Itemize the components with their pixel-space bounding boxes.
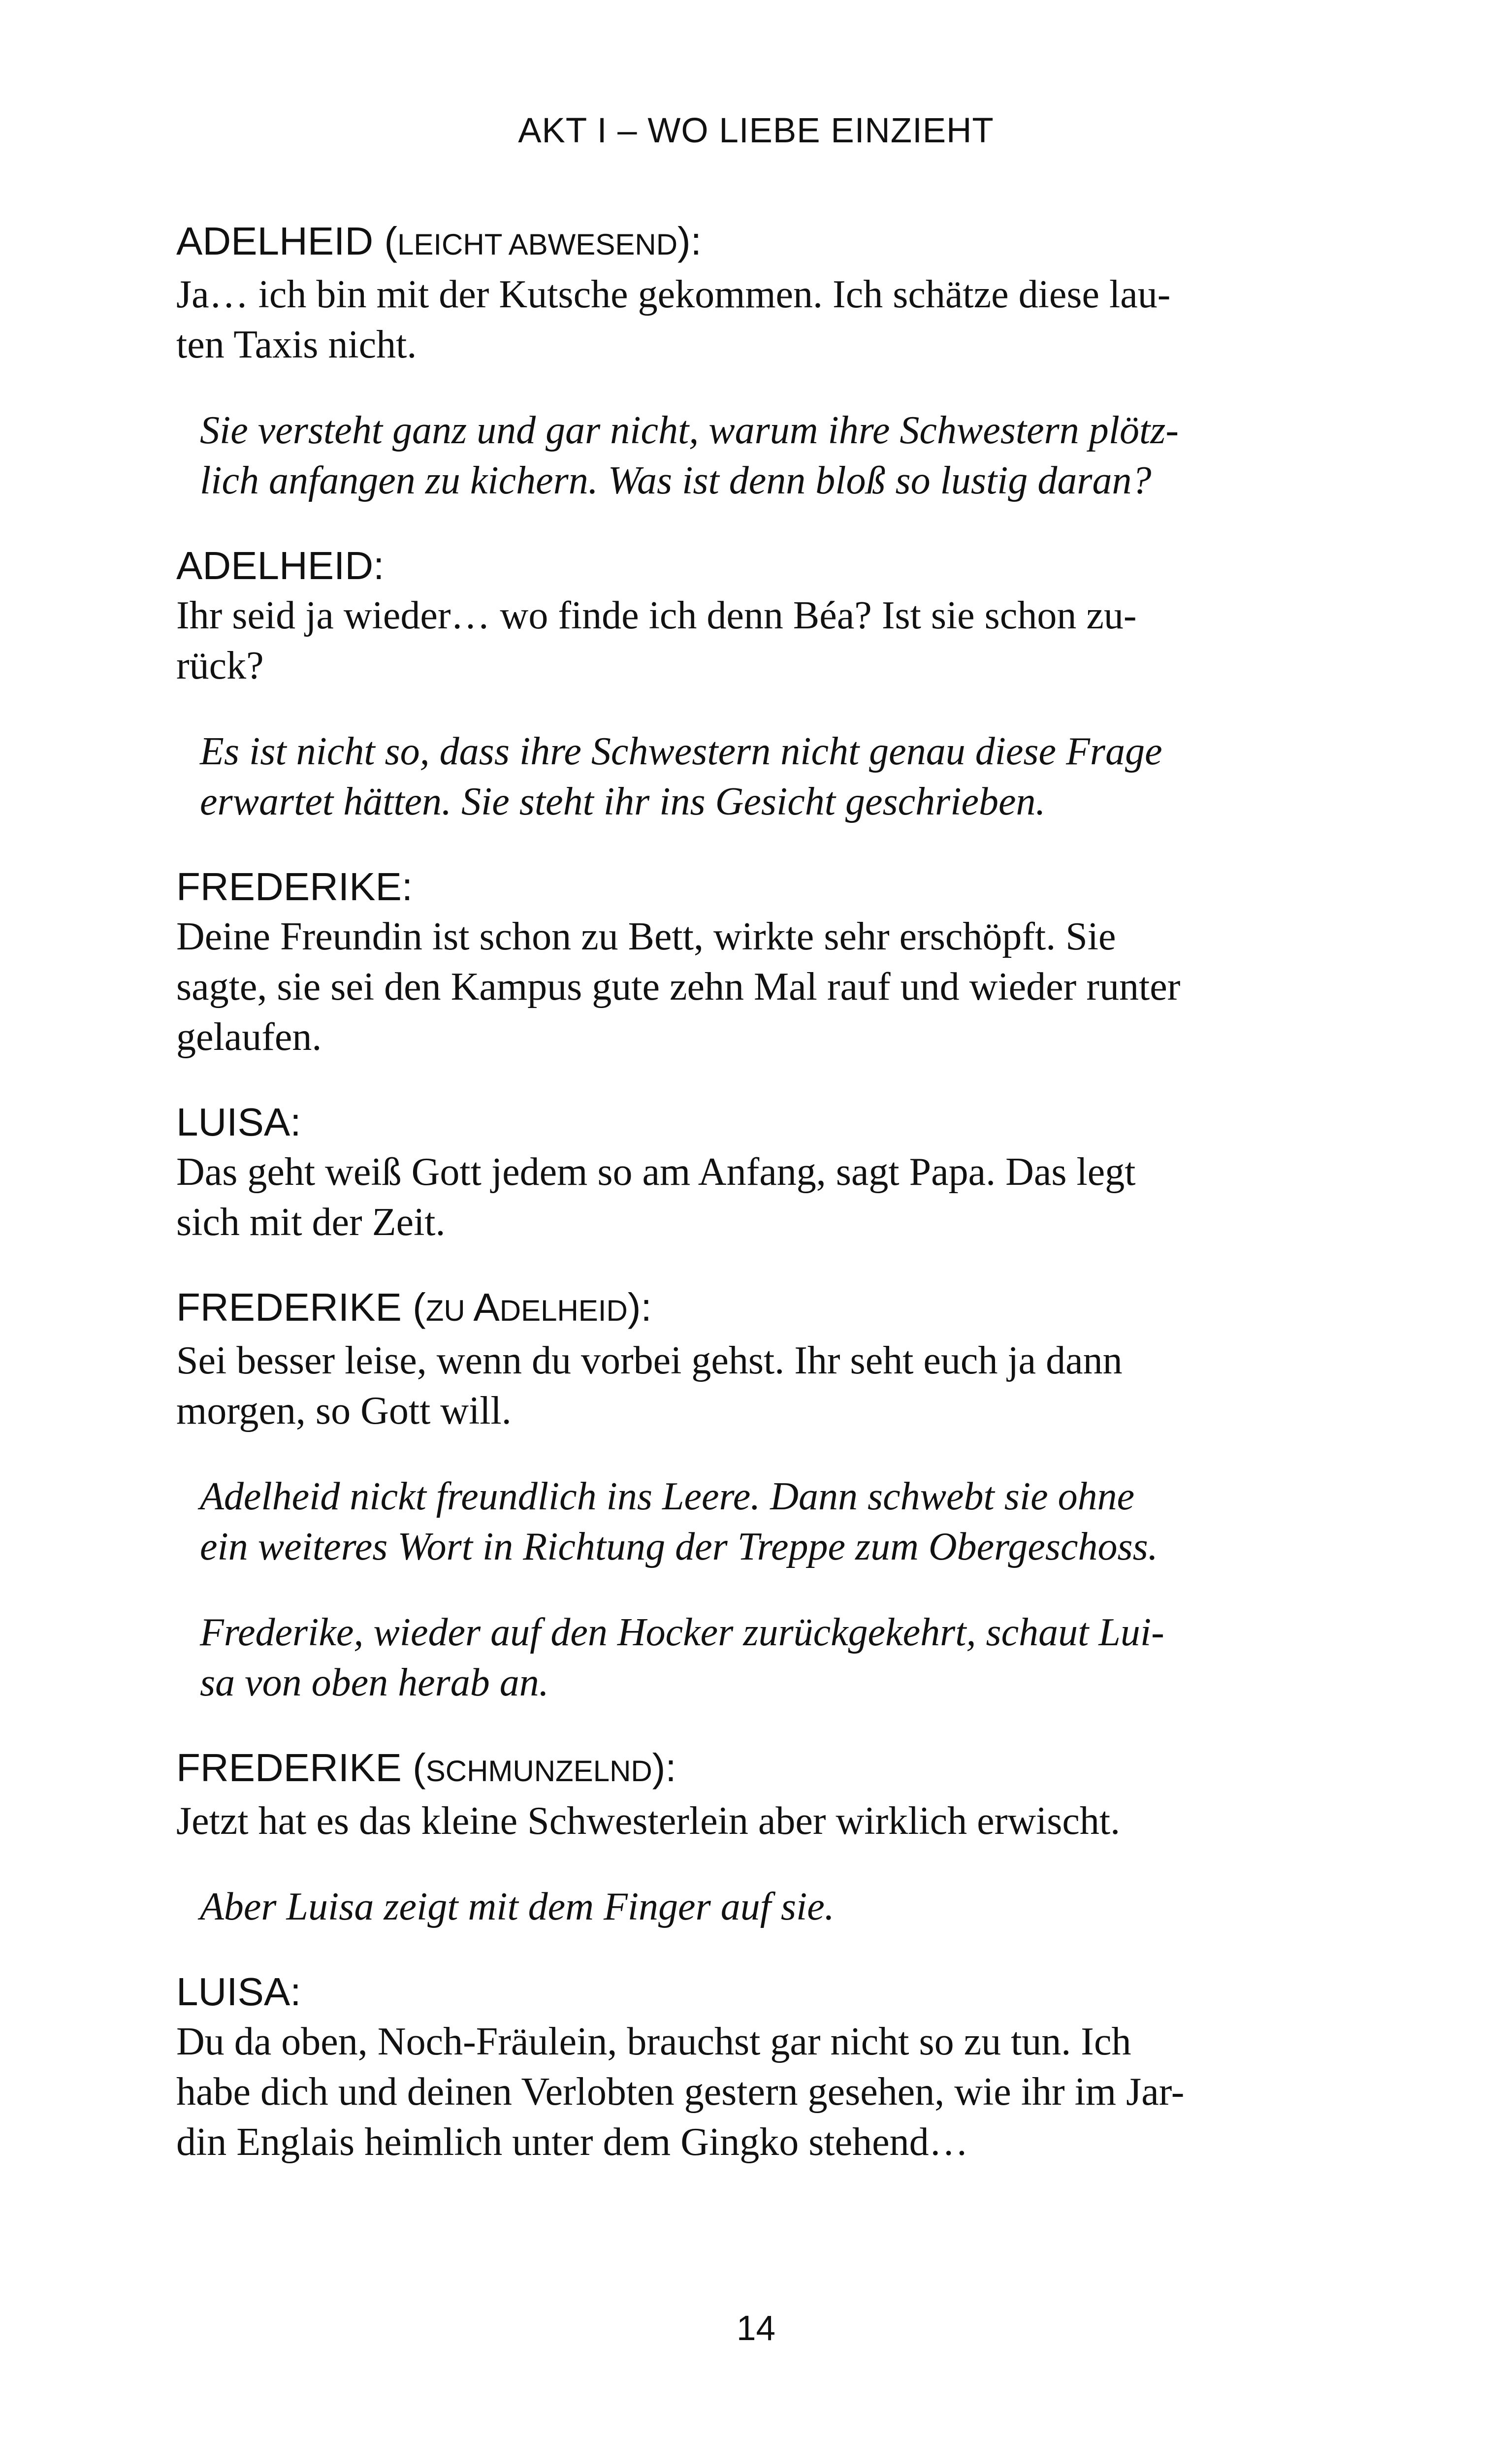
speaker-punctuation: ): xyxy=(627,1285,652,1329)
speaker-name: LUISA xyxy=(176,1970,290,2014)
speaker-line xyxy=(176,1967,1309,2017)
speech-line: habe dich und deinen Verlobten gestern gesehen, wie ihr im Jar- xyxy=(176,2070,1185,2114)
speaker-direction: DELHEID xyxy=(499,1294,628,1327)
speaker-direction: SCHMUNZELND xyxy=(425,1755,652,1788)
stage-line: Adelheid nickt freundlich ins Leere. Dann schwebt sie ohne xyxy=(200,1475,1135,1518)
speaker-direction-initial: A xyxy=(473,1285,500,1329)
dialogue-block xyxy=(176,862,1309,1062)
stage-direction xyxy=(176,1607,1309,1708)
dialogue-block xyxy=(176,541,1309,691)
speech-line: sagte, sie sei den Kampus gute zehn Mal rauf und wieder runter xyxy=(176,965,1181,1009)
speaker-name: ADELHEID ( xyxy=(176,219,397,263)
stage-line: ein weiteres Wort in Richtung der Treppe zum Obergeschoss. xyxy=(200,1525,1158,1568)
dialogue-block xyxy=(176,217,1309,370)
speaker-punctuation: ): xyxy=(652,1746,676,1790)
speaker-punctuation: ): xyxy=(677,219,702,263)
speaker-direction: ZU xyxy=(425,1294,474,1327)
speech-line: ten Taxis nicht. xyxy=(176,323,417,366)
speech-line: din Englais heimlich unter dem Gingko stehend… xyxy=(176,2120,968,2164)
speaker-line xyxy=(176,541,1309,590)
speaker-name: LUISA xyxy=(176,1100,290,1144)
running-head: AKT I – WO LIEBE EINZIEHT xyxy=(518,111,994,150)
dialogue-block xyxy=(176,1098,1309,1247)
speech-line: Du da oben, Noch-Fräulein, brauchst gar nicht so zu tun. Ich xyxy=(176,2020,1131,2063)
stage-line: Frederike, wieder auf den Hocker zurückgekehrt, schaut Lui- xyxy=(200,1611,1164,1654)
dialogue-block xyxy=(176,1967,1309,2167)
speech-line: Jetzt hat es das kleine Schwesterlein aber wirklich erwischt. xyxy=(176,1799,1121,1843)
speech-line: gelaufen. xyxy=(176,1015,322,1059)
stage-line: Sie versteht ganz und gar nicht, warum ihre Schwestern plötz- xyxy=(200,409,1179,452)
speaker-name: FREDERIKE xyxy=(176,865,402,909)
speaker-name: FREDERIKE ( xyxy=(176,1285,426,1329)
speech-line: Ihr seid ja wieder… wo finde ich denn Béa? Ist sie schon zu- xyxy=(176,594,1137,637)
speaker-line xyxy=(176,1283,1309,1336)
speech-line: Sei besser leise, wenn du vorbei gehst. Ihr seht euch ja dann xyxy=(176,1339,1123,1382)
speaker-punctuation: : xyxy=(373,544,385,587)
stage-line: Es ist nicht so, dass ihre Schwestern nicht genau diese Frage xyxy=(200,730,1162,773)
speaker-punctuation: : xyxy=(290,1100,301,1144)
stage-direction xyxy=(176,1882,1309,1932)
stage-line: Aber Luisa zeigt mit dem Finger auf sie. xyxy=(200,1885,835,1928)
stage-line: sa von oben herab an. xyxy=(200,1661,549,1704)
stage-line: erwartet hätten. Sie steht ihr ins Gesicht geschrieben. xyxy=(200,780,1046,823)
speaker-punctuation: : xyxy=(401,865,413,909)
stage-line: lich anfangen zu kichern. Was ist denn bloß so lustig daran? xyxy=(200,459,1152,502)
dialogue-block xyxy=(176,1283,1309,1436)
dialogue-block xyxy=(176,1743,1309,1846)
speaker-name: ADELHEID xyxy=(176,544,374,587)
speaker-line xyxy=(176,1743,1309,1796)
speaker-line xyxy=(176,862,1309,912)
speech-line: morgen, so Gott will. xyxy=(176,1389,512,1433)
speaker-direction: LEICHT ABWESEND xyxy=(397,228,678,261)
speech-line: sich mit der Zeit. xyxy=(176,1201,446,1244)
speech-line: Ja… ich bin mit der Kutsche gekommen. Ich schätze diese lau- xyxy=(176,273,1171,316)
speech-line: Deine Freundin ist schon zu Bett, wirkte sehr erschöpft. Sie xyxy=(176,915,1116,958)
stage-direction xyxy=(176,726,1309,827)
stage-direction xyxy=(176,405,1309,506)
speaker-line xyxy=(176,217,1309,269)
play-text xyxy=(176,217,1309,2167)
speech-line: Das geht weiß Gott jedem so am Anfang, sagt Papa. Das legt xyxy=(176,1150,1136,1194)
speaker-name: FREDERIKE ( xyxy=(176,1746,426,1790)
speaker-line xyxy=(176,1098,1309,1147)
speaker-punctuation: : xyxy=(290,1970,301,2014)
speech-line: rück? xyxy=(176,644,264,687)
stage-direction xyxy=(176,1471,1309,1572)
page-number: 14 xyxy=(737,2309,775,2348)
